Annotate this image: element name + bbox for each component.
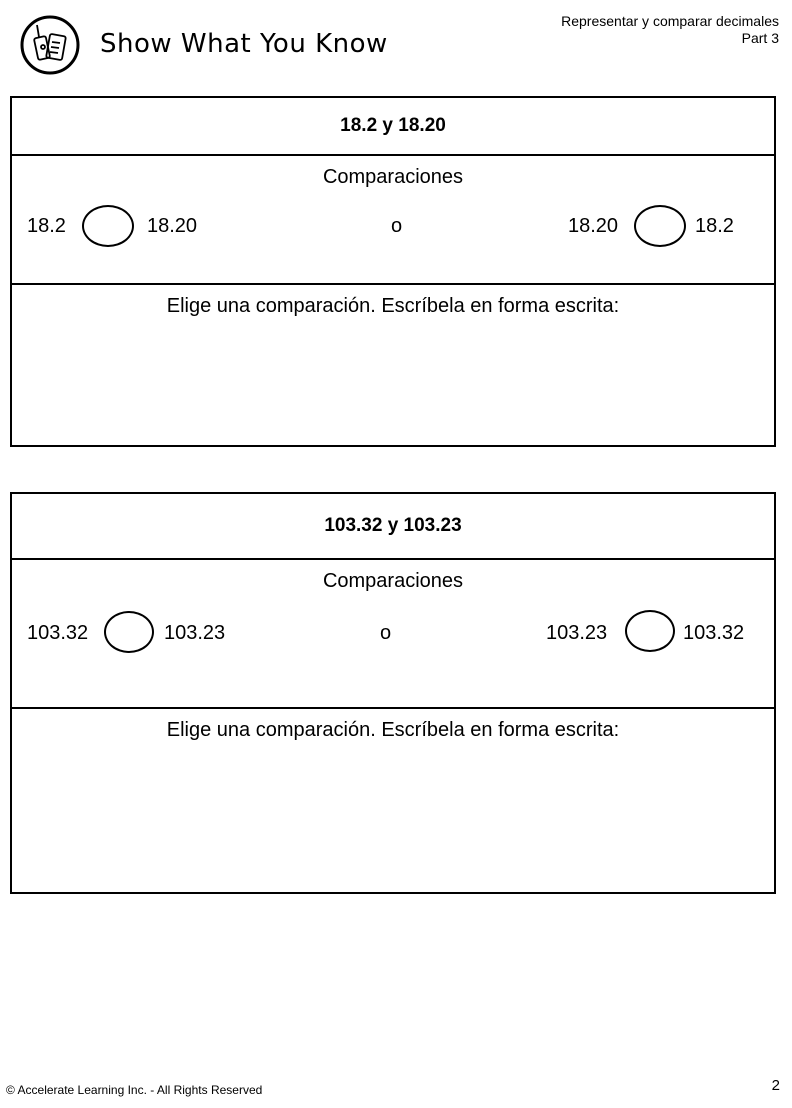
comparisons-label: Comparaciones (322, 166, 464, 188)
comparisons-section (12, 560, 774, 709)
comparison-symbol-blank-left[interactable] (104, 611, 154, 653)
right-value-a: 18.20 (568, 215, 619, 237)
brand-title: Show What You Know (100, 29, 388, 59)
comparisons-section (12, 156, 774, 285)
right-value-a: 103.23 (546, 622, 608, 644)
page-meta (561, 13, 779, 47)
written-answer-area[interactable] (12, 709, 774, 742)
topic-title: Representar y comparar decimales (561, 13, 779, 29)
or-label: o (391, 215, 403, 237)
comparison-symbol-blank-right[interactable] (634, 205, 686, 247)
problem-title: 103.32 y 103.23 (12, 494, 774, 560)
copyright-notice: © Accelerate Learning Inc. - All Rights Reserved (6, 1083, 263, 1097)
right-value-b: 103.32 (683, 622, 745, 644)
comparisons-label: Comparaciones (322, 570, 464, 592)
right-value-b: 18.2 (695, 215, 734, 237)
part-label: Part 3 (741, 30, 779, 46)
walkie-talkie-icon (20, 15, 80, 75)
problem-card-1 (10, 96, 776, 447)
left-value-b: 18.20 (147, 215, 198, 237)
comparison-row (12, 204, 774, 248)
left-value-a: 18.2 (27, 215, 66, 237)
problem-title: 18.2 y 18.20 (12, 98, 774, 156)
or-label: o (380, 622, 392, 644)
comparison-symbol-blank-left[interactable] (82, 205, 134, 247)
comparison-symbol-blank-right[interactable] (625, 610, 675, 652)
written-answer-area[interactable] (12, 285, 774, 318)
answer-prompt: Elige una comparación. Escríbela en forma escrita: (166, 295, 620, 317)
left-value-a: 103.32 (27, 622, 89, 644)
page-number: 2 (771, 1077, 780, 1094)
comparison-row (12, 610, 774, 654)
answer-prompt: Elige una comparación. Escríbela en forma escrita: (166, 719, 620, 741)
problem-card-2 (10, 492, 776, 894)
left-value-b: 103.23 (164, 622, 226, 644)
